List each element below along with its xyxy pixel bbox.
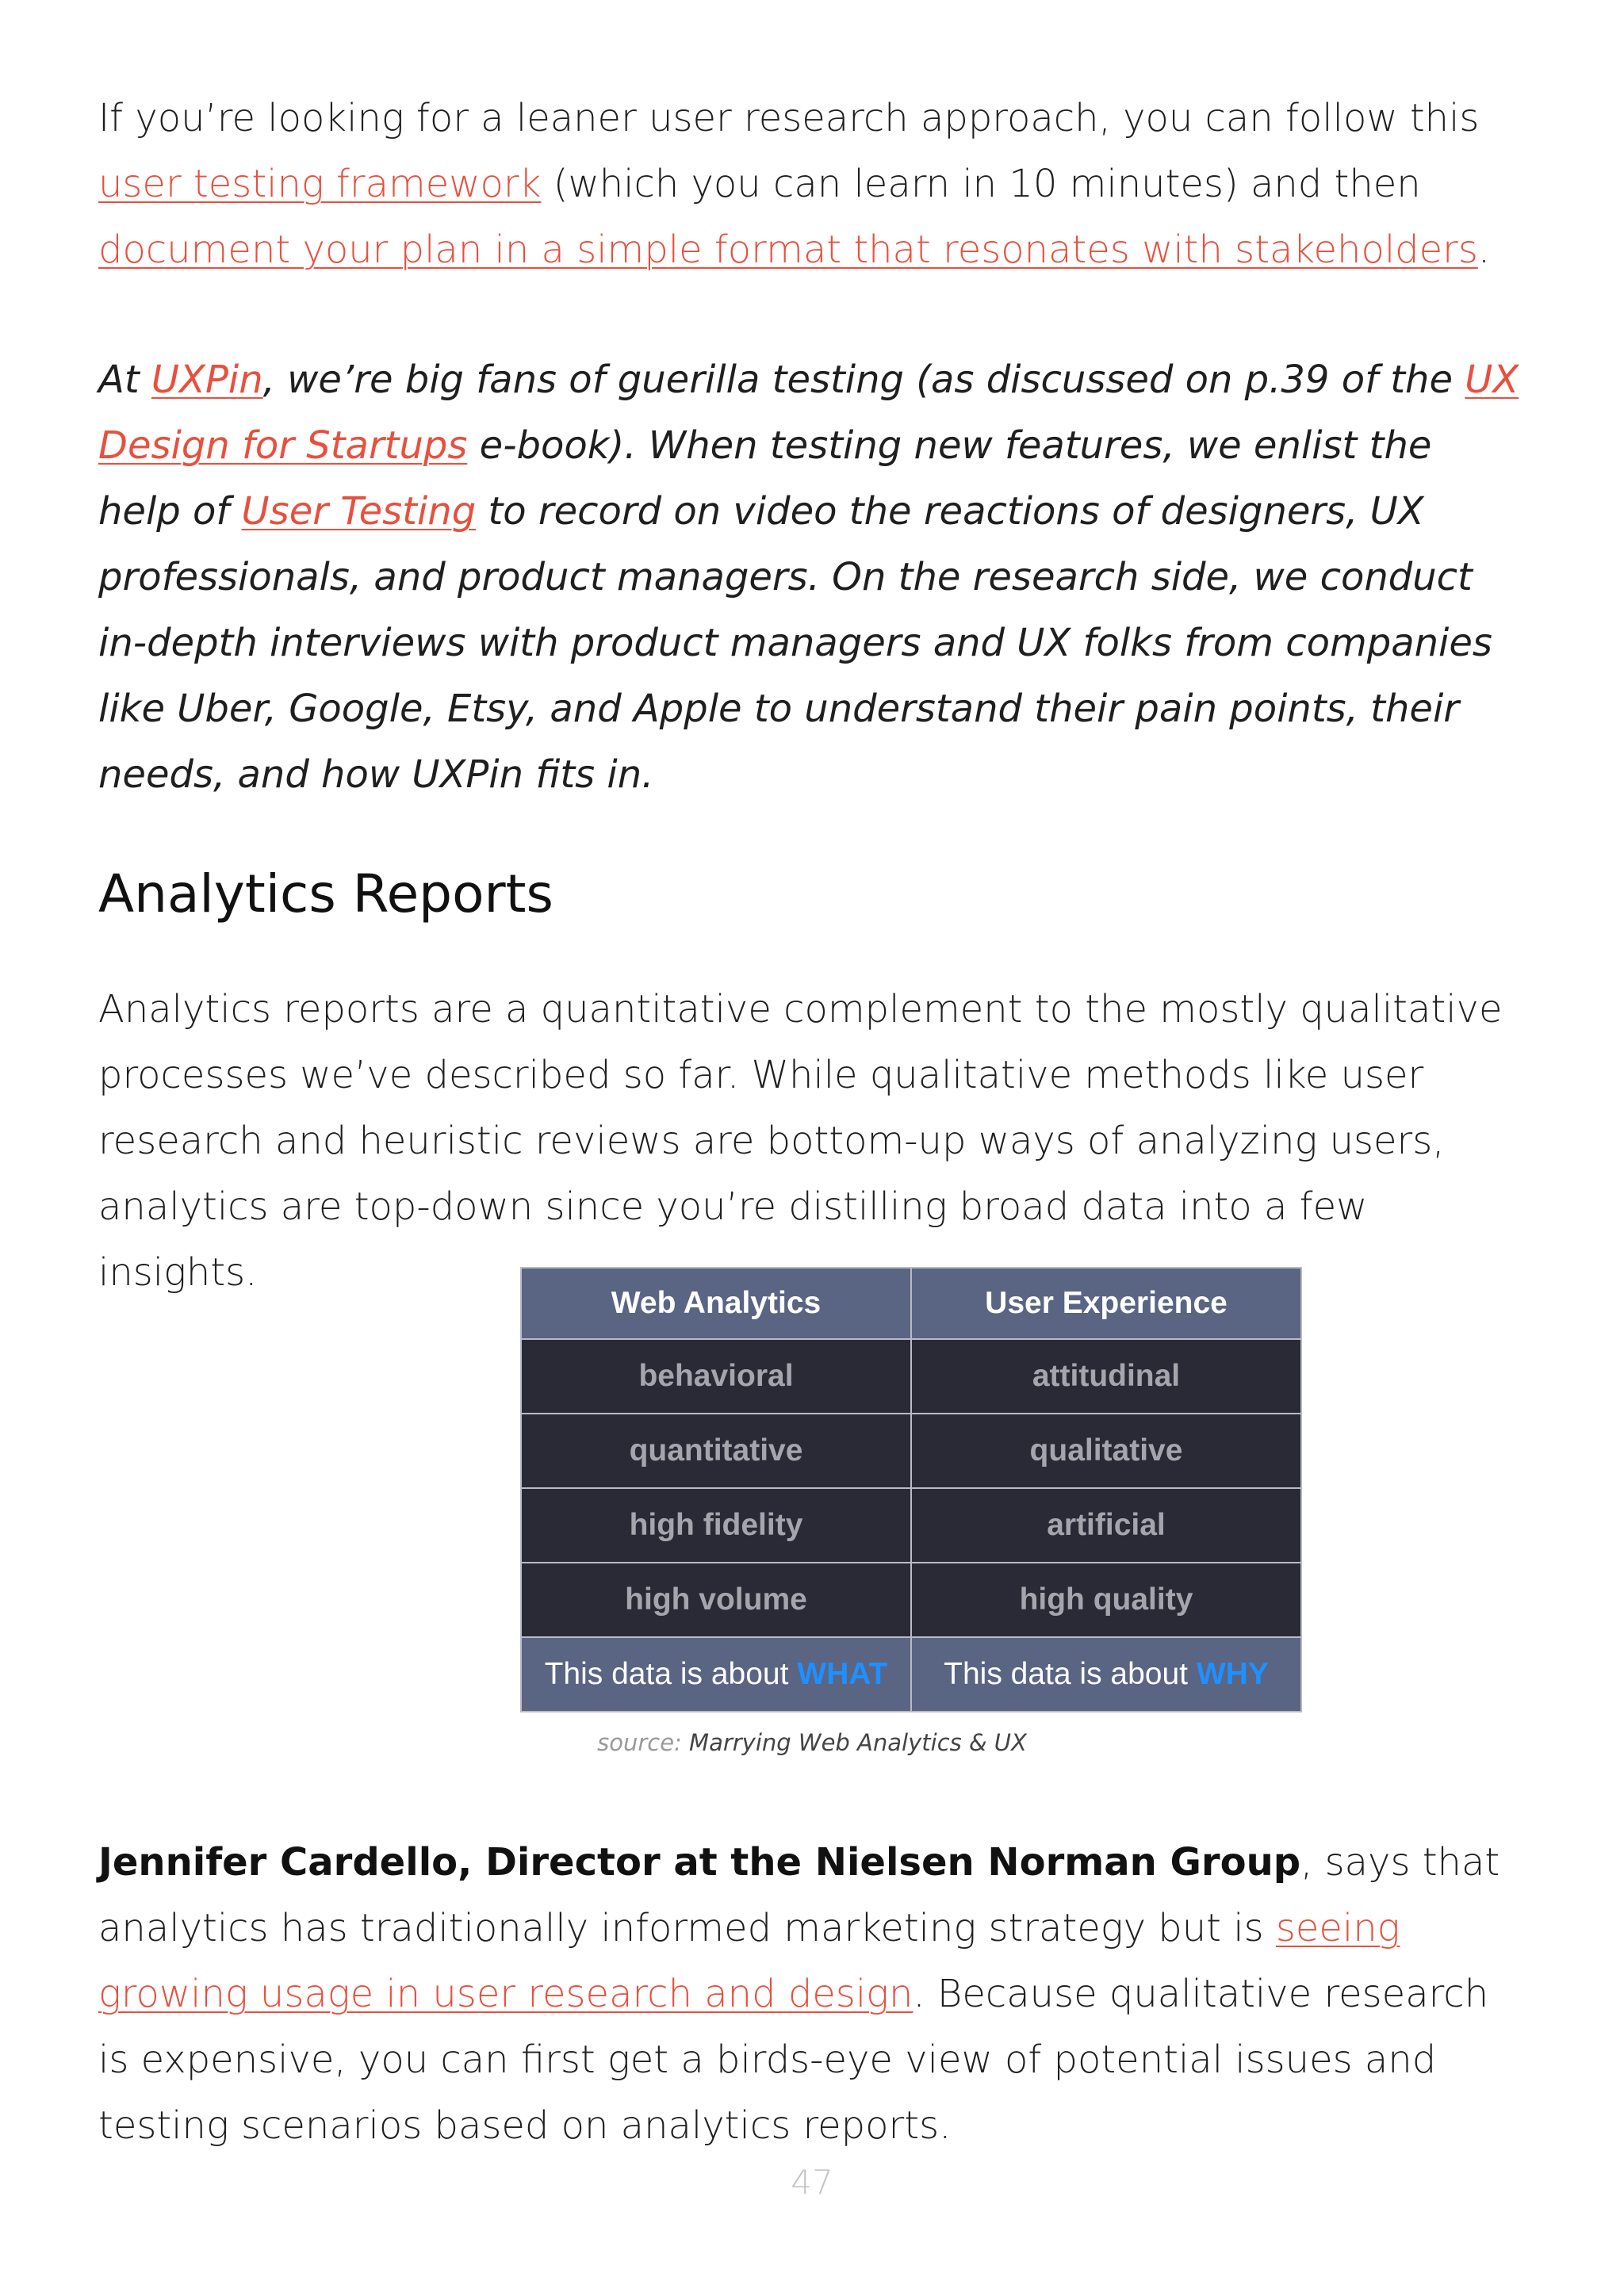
column-header: User Experience xyxy=(911,1268,1301,1339)
text: . xyxy=(1477,228,1491,272)
text: to record on video the reactions of designers, UX professionals, and product managers. On the research side, we conduct in-depth interviews with product managers and UX folks from companies like Uber, Google, Etsy, and Apple to understand their pain points, their needs, and how UXPin fits in. xyxy=(98,489,1492,797)
comparison-figure xyxy=(520,1267,1302,1702)
table-cell: artificial xyxy=(911,1488,1301,1563)
caption-source-label: source: xyxy=(597,1729,690,1756)
growing-usage-link[interactable]: seeing growing usage in user research and design xyxy=(98,1906,1400,2016)
section-heading: Analytics Reports xyxy=(98,863,553,924)
user-testing-framework-link[interactable]: user testing framework xyxy=(98,162,542,206)
caption-title: Marrying Web Analytics & UX xyxy=(689,1729,1027,1756)
table-cell: high fidelity xyxy=(521,1488,911,1563)
text: At xyxy=(98,358,151,402)
cardello-paragraph xyxy=(98,1830,1526,2159)
table-cell: attitudinal xyxy=(911,1339,1301,1414)
ux-design-for-startups-link[interactable]: UX Design for Startups xyxy=(98,358,1519,468)
text: , we’re big fans of guerilla testing (as discussed on p.39 of the xyxy=(262,358,1465,402)
page-number: 47 xyxy=(791,2163,833,2202)
comparison-table xyxy=(520,1267,1302,1712)
footer-highlight: WHY xyxy=(1196,1657,1269,1691)
table-cell: high quality xyxy=(911,1563,1301,1637)
text: . Because qualitative research is expensive, you can first get a birds-eye view of potential issues and testing scenarios based on analytics reports. xyxy=(98,1972,1489,2148)
footer-cell xyxy=(911,1637,1301,1712)
text: e-book). When testing new features, we enlist the help of xyxy=(98,423,1432,534)
column-header: Web Analytics xyxy=(521,1268,911,1339)
figure-caption xyxy=(98,1727,1526,1758)
footer-cell xyxy=(521,1637,911,1712)
text: (which you can learn in 10 minutes) and then xyxy=(541,162,1421,206)
bold-attribution: Jennifer Cardello, Director at the Nielsen Norman Group xyxy=(98,1840,1301,1885)
document-plan-link[interactable]: document your plan in a simple format that resonates with stakeholders xyxy=(98,228,1478,272)
uxpin-paragraph xyxy=(98,347,1526,808)
text: If you’re looking for a leaner user research approach, you can follow this xyxy=(98,96,1480,140)
user-testing-link[interactable]: User Testing xyxy=(241,489,477,534)
table-cell: qualitative xyxy=(911,1414,1301,1488)
table-header-row xyxy=(521,1268,1301,1339)
analytics-paragraph: Analytics reports are a quantitative complement to the mostly qualitative processes we’ve described so far. While qualitative methods like user research and heuristic reviews are bottom-up ways of analyzing users, analytics are top-down since you’re distilling broad data into a few insights. xyxy=(98,987,1503,1295)
intro-paragraph xyxy=(98,86,1526,283)
table-footer-row xyxy=(521,1637,1301,1712)
table-cell: behavioral xyxy=(521,1339,911,1414)
table-row xyxy=(521,1563,1301,1637)
table-row xyxy=(521,1488,1301,1563)
table-row xyxy=(521,1339,1301,1414)
footer-text: This data is about xyxy=(544,1657,798,1691)
text: , says that analytics has traditionally informed marketing strategy but is xyxy=(98,1840,1500,1950)
footer-highlight: WHAT xyxy=(797,1657,888,1691)
footer-text: This data is about xyxy=(944,1657,1197,1691)
table-cell: high volume xyxy=(521,1563,911,1637)
uxpin-link[interactable]: UXPin xyxy=(151,358,263,402)
table-cell: quantitative xyxy=(521,1414,911,1488)
table-row xyxy=(521,1414,1301,1488)
